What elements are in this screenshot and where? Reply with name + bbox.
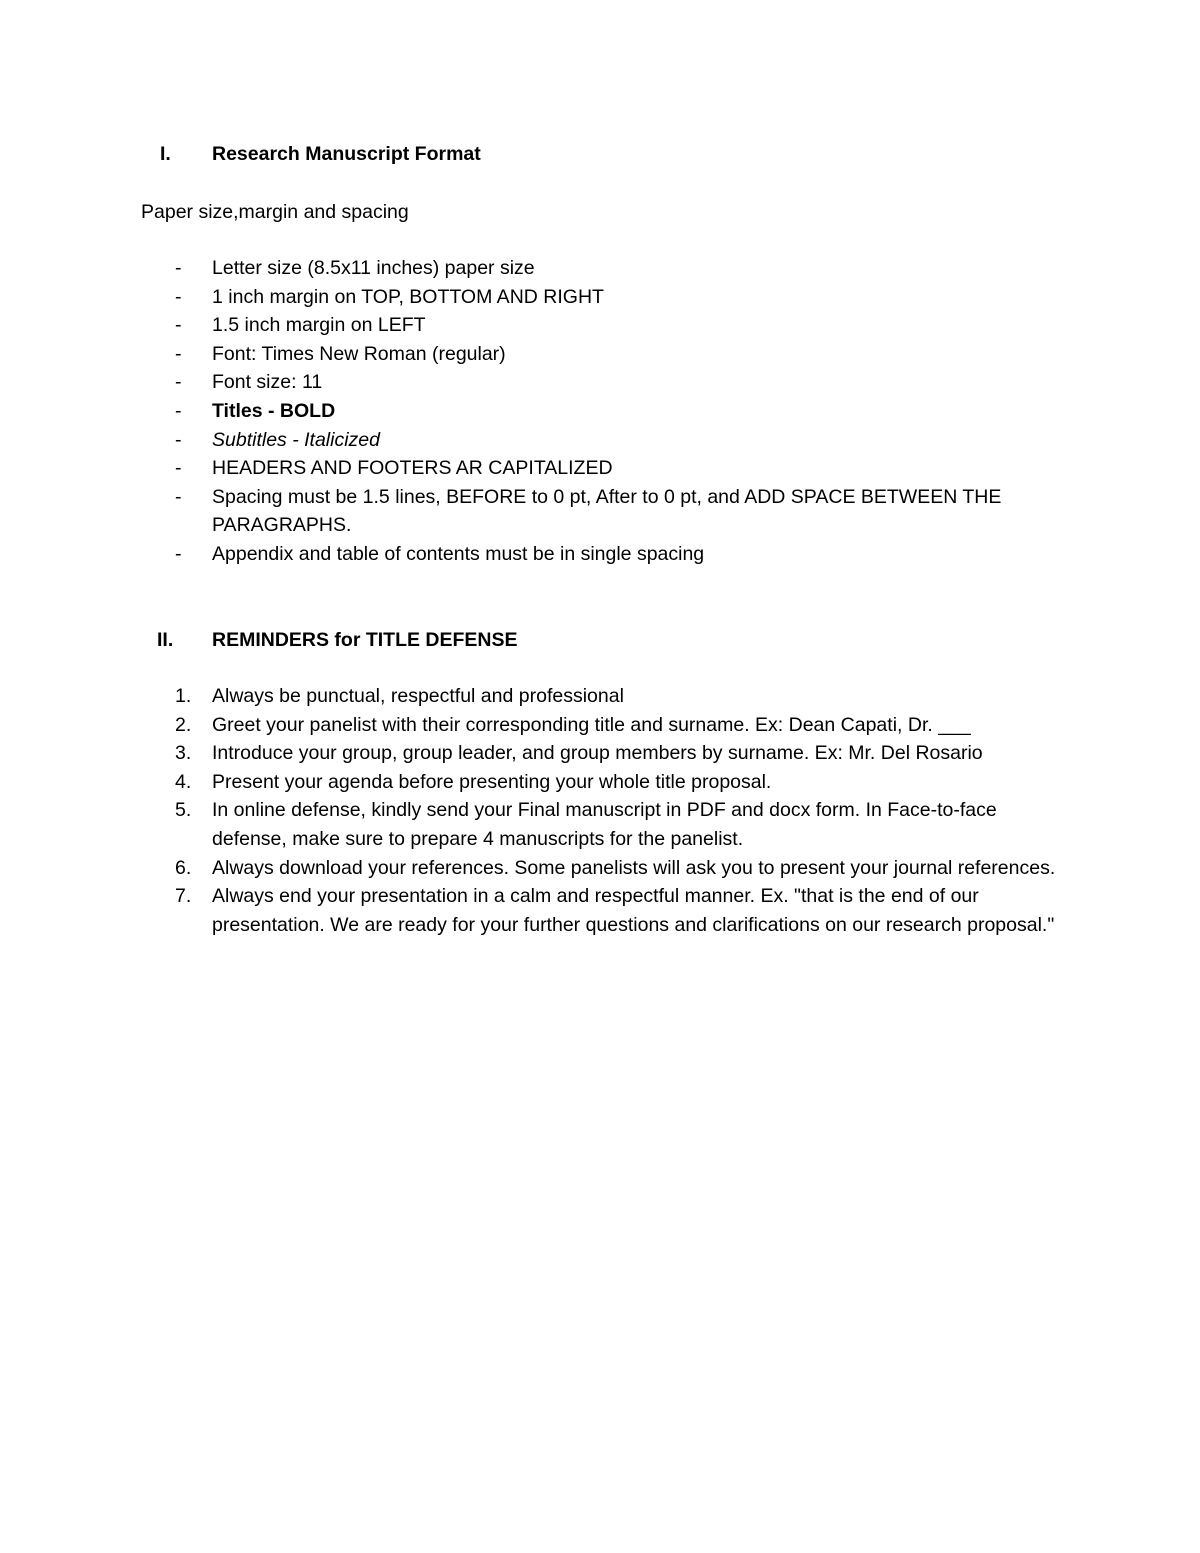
list-item: 5. In online defense, kindly send your Final manuscript in PDF and docx form. In Face-to-face defense, make sure to prepare 4 manuscripts for the panelist. xyxy=(175,799,997,850)
section-1-list xyxy=(0,254,1200,569)
list-item: - 1 inch margin on TOP, BOTTOM AND RIGHT xyxy=(175,285,604,308)
section-1-title: Research Manuscript Format xyxy=(212,143,481,165)
list-item: - HEADERS AND FOOTERS AR CAPITALIZED xyxy=(175,457,613,480)
list-item: - Letter size (8.5x11 inches) paper size xyxy=(175,257,535,279)
list-item: 6. Always download your references. Some panelists will ask you to present your journal references. xyxy=(175,856,1056,879)
list-item: - Spacing must be 1.5 lines, BEFORE to 0 pt, After to 0 pt, and ADD SPACE BETWEEN THE PARAGRAPHS. xyxy=(175,485,1002,537)
section-2-title: REMINDERS for TITLE DEFENSE xyxy=(212,629,518,651)
list-item: 2. Greet your panelist with their corresponding title and surname. Ex: Dean Capati, Dr. ___ xyxy=(175,713,971,736)
section-1-subheading: Paper size,margin and spacing xyxy=(141,201,409,223)
list-item: - Titles - BOLD xyxy=(175,399,336,422)
list-item: - Font size: 11 xyxy=(175,371,323,394)
section-2-list xyxy=(0,682,1200,939)
list-item: 1. Always be punctual, respectful and professional xyxy=(175,685,624,707)
list-item: 4. Present your agenda before presenting your whole title proposal. xyxy=(175,770,772,793)
section-1-number: I. xyxy=(160,143,171,165)
list-item: - 1.5 inch margin on LEFT xyxy=(175,314,426,337)
section-2-number: II. xyxy=(157,629,174,651)
list-item: 7. Always end your presentation in a calm and respectful manner. Ex. "that is the end of our presentation. We are ready for your further questions and clarifications on our research proposal." xyxy=(175,885,1055,936)
list-item: - Subtitles - Italicized xyxy=(175,428,380,451)
list-item: - Font: Times New Roman (regular) xyxy=(175,342,506,365)
list-item: 3. Introduce your group, group leader, and group members by surname. Ex: Mr. Del Rosario xyxy=(175,742,983,765)
list-item: - Appendix and table of contents must be in single spacing xyxy=(175,542,705,565)
